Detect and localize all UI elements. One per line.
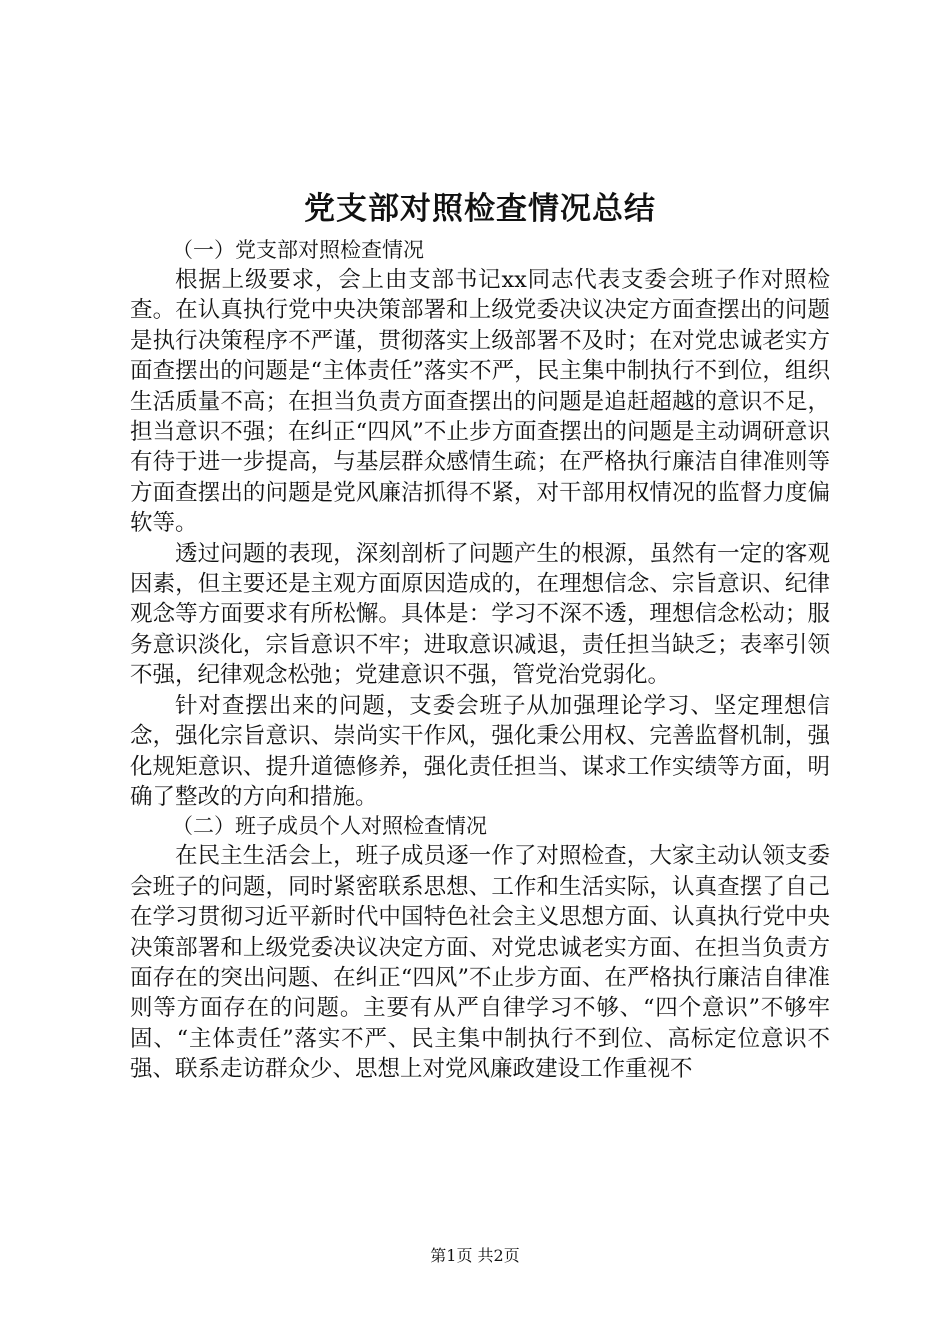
paragraph-2: 透过问题的表现，深刻剖析了问题产生的根源，虽然有一定的客观因素，但主要还是主观方面原因造成的，在理想信念、宗旨意识、纪律观念等方面要求有所松懈。具体是：学习不深不透，理想信念松动；服务意识淡化，宗旨意识不牢；进取意识减退，责任担当缺乏；表率引领不强，纪律观念松弛；党建意识不强，管党治党弱化。 [130, 540, 830, 689]
section-heading-2: （二）班子成员个人对照检查情况 [172, 814, 487, 839]
section-heading-1: （一）党支部对照检查情况 [172, 238, 424, 262]
document-page [130, 186, 830, 1085]
paragraph-1: 根据上级要求，会上由支部书记xx同志代表支委会班子作对照检查。在认真执行党中央决策部署和上级党委决议决定方面查摆出的问题是执行决策程序不严谨，贯彻落实上级部署不及时；在对党忠诚老实方面查摆出的问题是“主体责任”落实不严，民主集中制执行不到位，组织生活质量不高；在担当负责方面查摆出的问题是追赶超越的意识不足，担当意识不强；在纠正“四风”不止步方面查摆出的问题是主动调研意识有待于进一步提高，与基层群众感情生疏；在严格执行廉洁自律准则等方面查摆出的问题是党风廉洁抓得不紧，对干部用权情况的监督力度偏软等。 [130, 267, 830, 537]
page-number-footer: 第1页 共2页 [430, 1246, 520, 1265]
document-title: 党支部对照检查情况总结 [304, 191, 656, 227]
paragraph-4: 在民主生活会上，班子成员逐一作了对照检查，大家主动认领支委会班子的问题，同时紧密联系思想、工作和生活实际，认真查摆了自己在学习贯彻习近平新时代中国特色社会主义思想方面、认真执行党中央决策部署和上级党委决议决定方面、对党忠诚老实方面、在担当负责方面存在的突出问题、在纠正“四风”不止步方面、在严格执行廉洁自律准则等方面存在的问题。主要有从严自律学习不够、“四个意识”不够牢固、“主体责任”落实不严、民主集中制执行不到位、高标定位意识不强、联系走访群众少、思想上对党风廉政建设工作重视不 [130, 843, 830, 1083]
paragraph-3: 针对查摆出来的问题，支委会班子从加强理论学习、坚定理想信念，强化宗旨意识、崇尚实干作风，强化秉公用权、完善监督机制，强化规矩意识、提升道德修养，强化责任担当、谋求工作实绩等方面，明确了整改的方向和措施。 [130, 692, 830, 810]
